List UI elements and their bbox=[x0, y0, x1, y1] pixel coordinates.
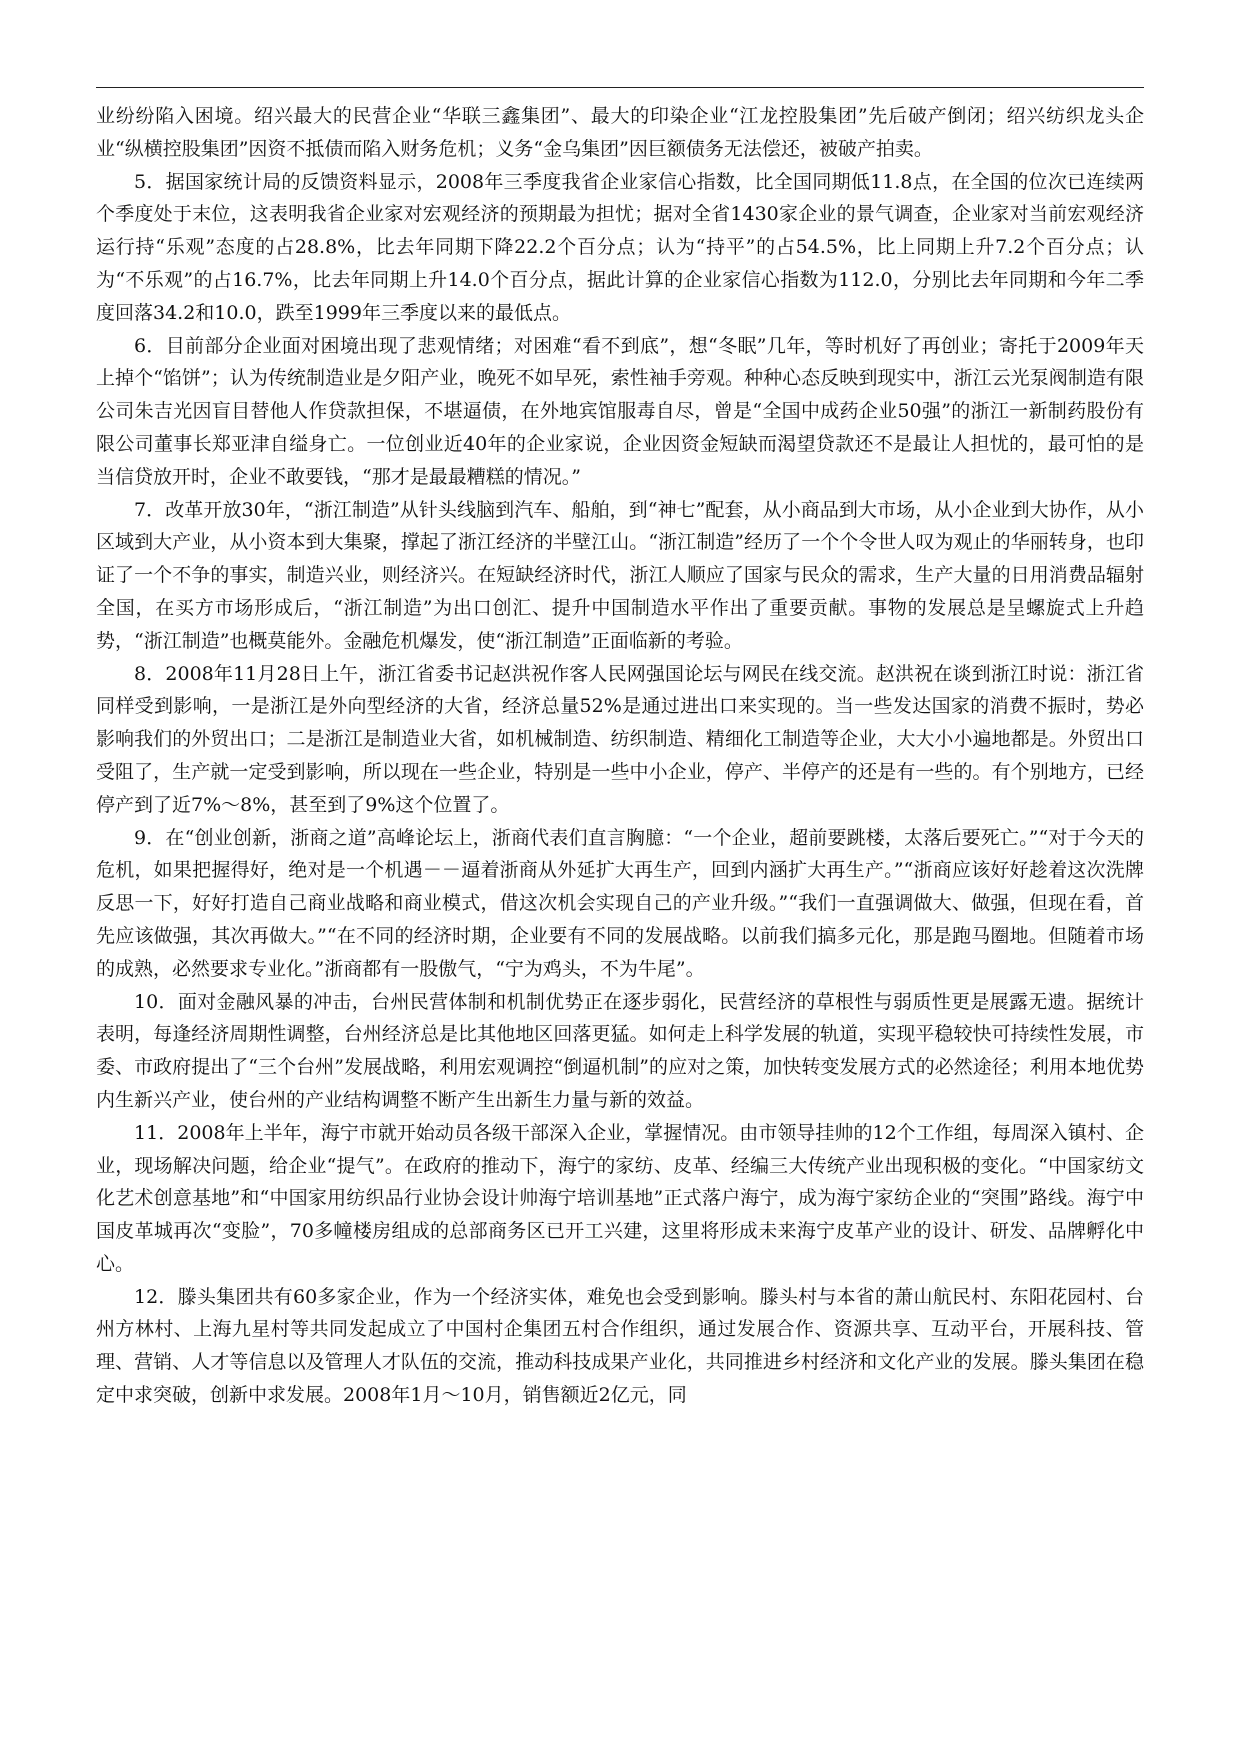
paragraph-5: 5．据国家统计局的反馈资料显示，2008年三季度我省企业家信心指数，比全国同期低11.8点，在全国的位次已连续两个季度处于末位，这表明我省企业家对宏观经济的预期最为担忧；据对全省1430家企业的景气调查，企业家对当前宏观经济运行持“乐观”态度的占28.8%，比去年同期下降22.2个百分点；认为“持平”的占54.5%，比上同期上升7.2个百分点；认为“不乐观”的占16.7%，比去年同期上升14.0个百分点，据此计算的企业家信心指数为112.0，分别比去年同期和今年二季度回落34.2和10.0，跌至1999年三季度以来的最低点。 bbox=[96, 170, 1144, 324]
paragraph-9: 9．在“创业创新，浙商之道”高峰论坛上，浙商代表们直言胸臆：“一个企业，超前要跳楼，太落后要死亡。”“对于今天的危机，如果把握得好，绝对是一个机遇－－逼着浙商从外延扩大再生产，回到内涵扩大再生产。”“浙商应该好好趁着这次洗牌反思一下，好好打造自己商业战略和商业模式，借这次机会实现自己的产业升级。”“我们一直强调做大、做强，但现在看，首先应该做强，其次再做大。”“在不同的经济时期，企业要有不同的发展战略。以前我们搞多元化，那是跑马圈地。但随着市场的成熟，必然要求专业化。”浙商都有一股傲气，“宁为鸡头，不为牛尾”。 bbox=[96, 826, 1144, 980]
paragraph-12: 12．滕头集团共有60多家企业，作为一个经济实体，难免也会受到影响。滕头村与本省的萧山航民村、东阳花园村、台州方林村、上海九星村等共同发起成立了中国村企集团五村合作组织，通过发展合作、资源共享、互动平台，开展科技、管理、营销、人才等信息以及管理人才队伍的交流，推动科技成果产业化，共同推进乡村经济和文化产业的发展。滕头集团在稳定中求突破，创新中求发展。2008年1月～10月，销售额近2亿元，同 bbox=[96, 1285, 1144, 1407]
paragraph-7: 7．改革开放30年，“浙江制造”从针头线脑到汽车、船舶，到“神七”配套，从小商品到大市场，从小企业到大协作，从小区域到大产业，从小资本到大集聚，撑起了浙江经济的半壁江山。“浙江制造”经历了一个个令世人叹为观止的华丽转身，也印证了一个不争的事实，制造兴业，则经济兴。在短缺经济时代，浙江人顺应了国家与民众的需求，生产大量的日用消费品辐射全国，在买方市场形成后，“浙江制造”为出口创汇、提升中国制造水平作出了重要贡献。事物的发展总是呈螺旋式上升趋势，“浙江制造”也概莫能外。金融危机爆发，使“浙江制造”正面临新的考验。 bbox=[96, 498, 1144, 652]
paragraph-10: 10．面对金融风暴的冲击，台州民营体制和机制优势正在逐步弱化，民营经济的草根性与弱质性更是展露无遗。据统计表明，每逢经济周期性调整，台州经济总是比其他地区回落更猛。如何走上科学发展的轨道，实现平稳较快可持续性发展，市委、市政府提出了“三个台州”发展战略，利用宏观调控“倒逼机制”的应对之策，加快转变发展方式的必然途径；利用本地优势内生新兴产业，使台州的产业结构调整不断产生出新生力量与新的效益。 bbox=[96, 990, 1144, 1111]
paragraph-6: 6．目前部分企业面对困境出现了悲观情绪；对困难“看不到底”，想“冬眠”几年，等时机好了再创业；寄托于2009年天上掉个“馅饼”；认为传统制造业是夕阳产业，晚死不如早死，索性袖手旁观。种种心态反映到现实中，浙江云光泵阀制造有限公司朱吉光因盲目替他人作贷款担保，不堪逼债，在外地宾馆服毒自尽，曾是“全国中成药企业50强”的浙江一新制药股份有限公司董事长郑亚津自缢身亡。一位创业近40年的企业家说，企业因资金短缺而渴望贷款还不是最让人担忧的，最可怕的是当信贷放开时，企业不敢要钱，“那才是最最糟糕的情况。” bbox=[96, 334, 1144, 488]
body-text bbox=[96, 100, 1144, 1412]
header-rule bbox=[96, 87, 1144, 88]
paragraph-continued: 业纷纷陷入困境。绍兴最大的民营企业“华联三鑫集团”、最大的印染企业“江龙控股集团”先后破产倒闭；绍兴纺织龙头企业“纵横控股集团”因资不抵债而陷入财务危机；义务“金乌集团”因巨额债务无法偿还，被破产拍卖。 bbox=[96, 105, 1144, 160]
paragraph-11: 11．2008年上半年，海宁市就开始动员各级干部深入企业，掌握情况。由市领导挂帅的12个工作组，每周深入镇村、企业，现场解决问题，给企业“提气”。在政府的推动下，海宁的家纺、皮革、经编三大传统产业出现积极的变化。“中国家纺文化艺术创意基地”和“中国家用纺织品行业协会设计帅海宁培训基地”正式落户海宁，成为海宁家纺企业的“突围”路线。海宁中国皮革城再次“变脸”，70多幢楼房组成的总部商务区已开工兴建，这里将形成未来海宁皮革产业的设计、研发、品牌孵化中心。 bbox=[96, 1121, 1144, 1275]
paragraph-8: 8．2008年11月28日上午，浙江省委书记赵洪祝作客人民网强国论坛与网民在线交流。赵洪祝在谈到浙江时说：浙江省同样受到影响，一是浙江是外向型经济的大省，经济总量52%是通过进出口来实现的。当一些发达国家的消费不振时，势必影响我们的外贸出口；二是浙江是制造业大省，如机械制造、纺织制造、精细化工制造等企业，大大小小遍地都是。外贸出口受阻了，生产就一定受到影响，所以现在一些企业，特别是一些中小企业，停产、半停产的还是有一些的。有个别地方，已经停产到了近7%～8%，甚至到了9%这个位置了。 bbox=[96, 662, 1144, 816]
